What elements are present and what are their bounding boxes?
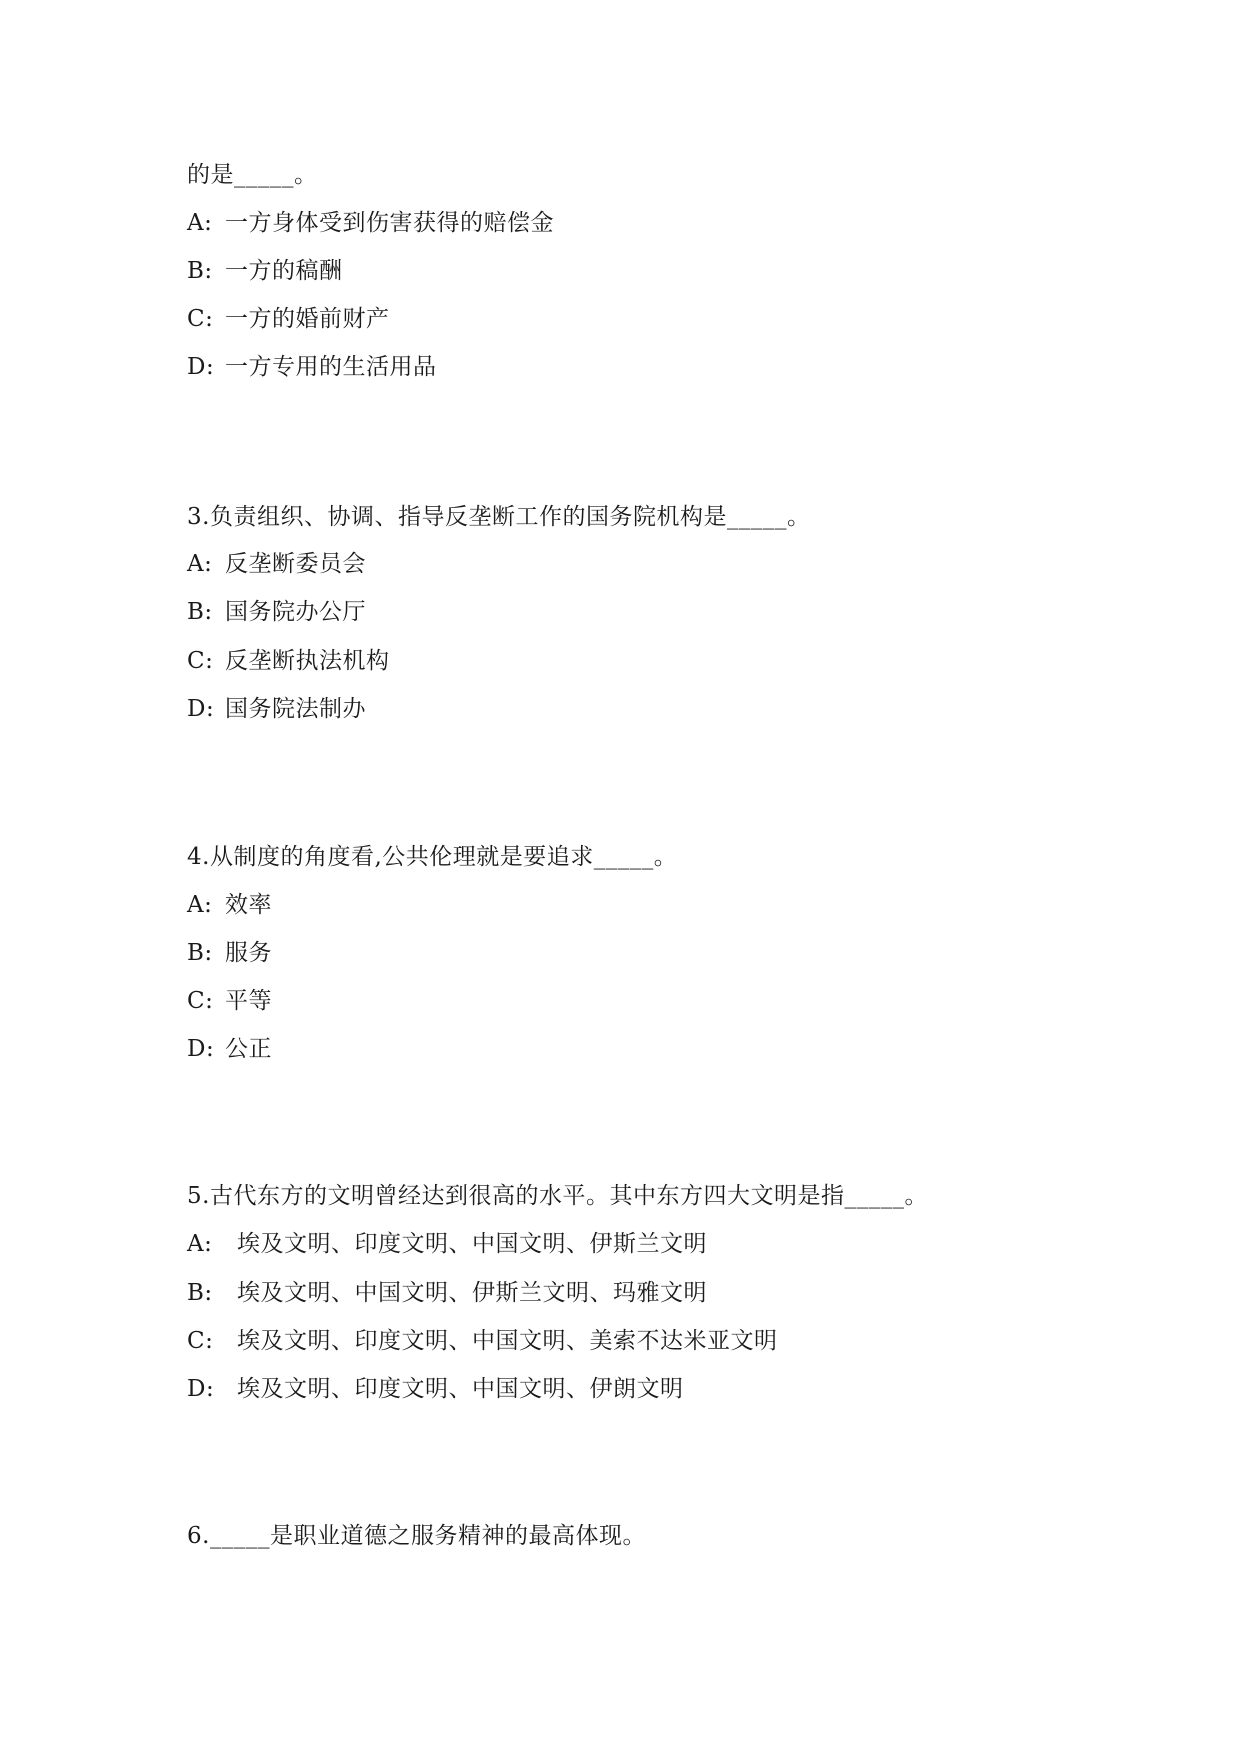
q4-option-b [187, 938, 272, 968]
q3-stem: 3.负责组织、协调、指导反垄断工作的国务院机构是_____。 [187, 504, 811, 530]
option-letter: B: [187, 599, 213, 625]
option-text: 一方身体受到伤害获得的赔偿金 [225, 210, 554, 236]
option-text: 反垄断委员会 [225, 551, 366, 577]
q2-option-a [187, 208, 554, 238]
option-letter: C: [187, 988, 214, 1014]
q4-stem: 4.从制度的角度看,公共伦理就是要追求_____。 [187, 844, 678, 870]
q2-option-d [187, 352, 437, 382]
option-text: 埃及文明、中国文明、伊斯兰文明、玛雅文明 [237, 1280, 707, 1306]
option-text: 一方专用的生活用品 [225, 354, 437, 380]
option-letter: C: [187, 648, 214, 674]
option-letter: B: [187, 1280, 213, 1306]
option-text: 埃及文明、印度文明、中国文明、美索不达米亚文明 [237, 1328, 778, 1354]
option-letter: D: [187, 696, 215, 722]
q5-stem: 5.古代东方的文明曾经达到很高的水平。其中东方四大文明是指_____。 [187, 1183, 928, 1209]
option-text: 平等 [225, 988, 272, 1014]
q2-option-c [187, 304, 390, 334]
q3-option-c [187, 646, 390, 676]
q3-option-a [187, 549, 366, 579]
option-text: 国务院法制办 [225, 696, 366, 722]
option-text: 公正 [225, 1036, 272, 1062]
option-letter: A: [187, 551, 213, 577]
option-text: 效率 [225, 892, 272, 918]
q4-option-a [187, 890, 272, 920]
option-letter: B: [187, 940, 213, 966]
q4-option-c [187, 986, 272, 1016]
option-letter: B: [187, 258, 213, 284]
option-text: 埃及文明、印度文明、中国文明、伊斯兰文明 [237, 1231, 707, 1257]
option-text: 一方的婚前财产 [225, 306, 390, 332]
option-text: 反垄断执法机构 [225, 648, 390, 674]
option-letter: D: [187, 1036, 215, 1062]
q4-option-d [187, 1034, 272, 1064]
option-letter: A: [187, 892, 213, 918]
option-text: 一方的稿酬 [225, 258, 343, 284]
q3-option-d [187, 694, 366, 724]
q3-option-b [187, 597, 366, 627]
option-letter: C: [187, 306, 214, 332]
q5-option-c [187, 1326, 778, 1356]
q5-option-d [187, 1374, 684, 1404]
q5-option-b [187, 1278, 707, 1308]
option-letter: D: [187, 1376, 215, 1402]
option-text: 服务 [225, 940, 272, 966]
q5-option-a [187, 1229, 707, 1259]
q2-stem-tail: 的是_____。 [187, 162, 318, 188]
option-letter: C: [187, 1328, 214, 1354]
q2-option-b [187, 256, 343, 286]
option-letter: A: [187, 210, 213, 236]
q6-stem: 6._____是职业道德之服务精神的最高体现。 [187, 1523, 646, 1549]
option-letter: D: [187, 354, 215, 380]
option-text: 埃及文明、印度文明、中国文明、伊朗文明 [237, 1376, 684, 1402]
option-letter: A: [187, 1231, 213, 1257]
option-text: 国务院办公厅 [225, 599, 366, 625]
